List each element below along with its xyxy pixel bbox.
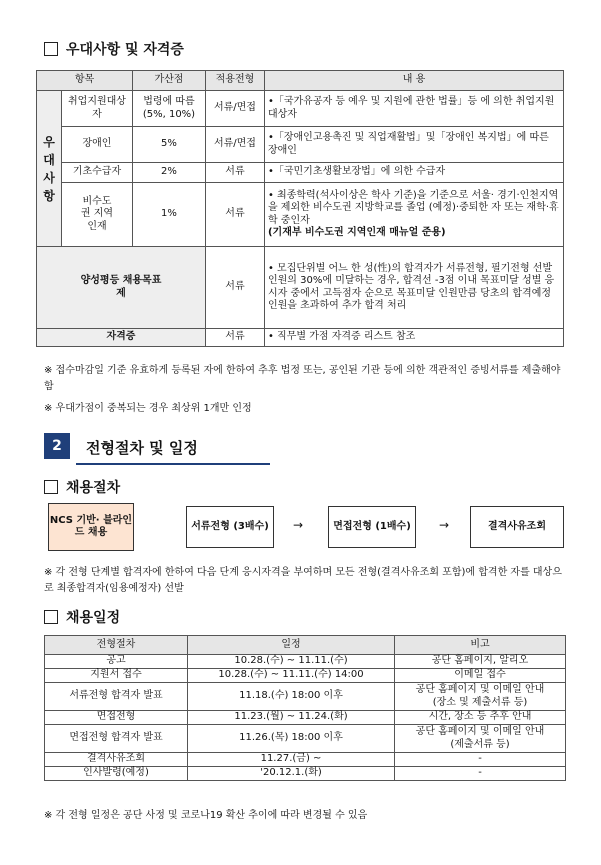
row-stage: 서류 bbox=[205, 247, 264, 329]
row-content: •「장애인고용촉진 및 직업재활법」및「장애인 복지법」에 따른 장애인 bbox=[264, 127, 563, 163]
checkbox-square-icon bbox=[44, 610, 58, 624]
header-stage: 적용전형 bbox=[205, 71, 264, 91]
row-content: • 모집단위별 어느 한 성(性)의 합격자가 서류전형, 필기전형 선발인원의 30%에 미달하는 경우, 합격선 -3점 이내 목표미달 성별 응시자 중에서 고득점자 순으로 목표미달 인원만큼 당초의 합격예정인원을 초과하여 추가 합격 처리 bbox=[264, 247, 563, 329]
preferences-notes bbox=[44, 363, 564, 417]
header-content: 내 용 bbox=[264, 71, 563, 91]
flow-step-ncs-blind: NCS 기반· 블라인드 채용 bbox=[48, 503, 134, 551]
schedule-note: 공단 홈페이지 및 이메일 안내 (장소 및 제출서류 등) bbox=[395, 683, 566, 711]
subsection-heading-process bbox=[44, 477, 120, 497]
schedule-stage: 결격사유조회 bbox=[45, 753, 188, 767]
schedule-stage: 인사발령(예정) bbox=[45, 767, 188, 781]
schedule-date: 11.23.(월) ~ 11.24.(화) bbox=[188, 711, 395, 725]
schedule-date: 11.18.(수) 18:00 이후 bbox=[188, 683, 395, 711]
row-content: •「국민기초생활보장법」에 의한 수급자 bbox=[264, 163, 563, 183]
section-number-badge: 2 bbox=[44, 433, 70, 459]
schedule-stage: 면접전형 bbox=[45, 711, 188, 725]
schedule-note: - bbox=[395, 767, 566, 781]
schedule-date: '20.12.1.(화) bbox=[188, 767, 395, 781]
flow-note: ※ 각 전형 단계별 합격자에 한하여 다음 단계 응시자격을 부여하며 모든 전형(결격사유조회 포함)에 합격한 자를 대상으로 최종합격자(임용예정자) 선발 bbox=[44, 567, 562, 594]
schedule-note: 공단 홈페이지 및 이메일 안내 (제출서류 등) bbox=[395, 725, 566, 753]
schedule-stage: 공고 bbox=[45, 655, 188, 669]
schedule-note: 공단 홈페이지, 알리오 bbox=[395, 655, 566, 669]
arrow-right-icon: → bbox=[439, 518, 450, 532]
row-item: 양성평등 채용목표제 bbox=[37, 247, 206, 329]
schedule-note: 이메일 접수 bbox=[395, 669, 566, 683]
row-item: 장애인 bbox=[62, 127, 133, 163]
row-points: 2% bbox=[132, 163, 205, 183]
header-stage: 전형절차 bbox=[45, 636, 188, 655]
section-underline bbox=[76, 463, 270, 465]
checkbox-square-icon bbox=[44, 42, 58, 56]
row-stage: 서류 bbox=[205, 163, 264, 183]
preferences-table bbox=[36, 70, 564, 347]
header-note: 비고 bbox=[395, 636, 566, 655]
row-item: 기초수급자 bbox=[62, 163, 133, 183]
subsection-title: 채용일정 bbox=[66, 610, 121, 626]
header-date: 일정 bbox=[188, 636, 395, 655]
schedule-note-text: ※ 각 전형 일정은 공단 사정 및 코로나19 확산 추이에 따라 변경될 수 있음 bbox=[44, 810, 368, 821]
row-points: 5% bbox=[132, 127, 205, 163]
row-content: • 최종학력(석사이상은 학사 기준)을 기준으로 서울· 경기·인천지역을 제외한 비수도권 지방학교를 졸업 (예정)·중퇴한 자 또는 재학·휴학 중인자 (기재부 비수도권 지역인재 매뉴얼 준용) bbox=[264, 183, 563, 247]
schedule-stage: 지원서 접수 bbox=[45, 669, 188, 683]
arrow-right-icon: → bbox=[293, 518, 304, 532]
schedule-table bbox=[44, 635, 566, 781]
schedule-note: - bbox=[395, 753, 566, 767]
group-label: 우 대 사 항 bbox=[37, 91, 62, 247]
row-item: 비수도권 지역인재 bbox=[62, 183, 133, 247]
row-content: •「국가유공자 등 예우 및 지원에 관한 법률」등 에 의한 취업지원대상자 bbox=[264, 91, 563, 127]
row-points: 1% bbox=[132, 183, 205, 247]
subsection-heading-schedule bbox=[44, 607, 120, 627]
flow-step-background-check: 결격사유조회 bbox=[470, 506, 564, 548]
section-heading-preferences bbox=[44, 39, 184, 59]
row-stage: 서류/면접 bbox=[205, 127, 264, 163]
checkbox-square-icon bbox=[44, 480, 58, 494]
row-stage: 서류/면접 bbox=[205, 91, 264, 127]
schedule-date: 11.26.(목) 18:00 이후 bbox=[188, 725, 395, 753]
subsection-title: 채용절차 bbox=[66, 480, 121, 496]
header-points: 가산점 bbox=[132, 71, 205, 91]
note-line: ※ 접수마감일 기준 유효하게 등록된 자에 한하여 추후 법정 또는, 공인된 기관 등에 의한 객관적인 증빙서류를 제출해야함 bbox=[44, 365, 561, 392]
row-item: 자격증 bbox=[37, 329, 206, 347]
section-title: 우대사항 및 자격증 bbox=[66, 42, 184, 58]
schedule-date: 10.28.(수) ~ 11.11.(수) 14:00 bbox=[188, 669, 395, 683]
flow-step-interview: 면접전형 (1배수) bbox=[328, 506, 416, 548]
schedule-stage: 면접전형 합격자 발표 bbox=[45, 725, 188, 753]
row-content-bold: (기재부 비수도권 지역인재 매뉴얼 준용) bbox=[267, 227, 446, 238]
flow-step-document: 서류전형 (3배수) bbox=[186, 506, 274, 548]
row-points: 법령에 따름 (5%, 10%) bbox=[132, 91, 205, 127]
header-item: 항목 bbox=[37, 71, 133, 91]
schedule-date: 11.27.(금) ~ bbox=[188, 753, 395, 767]
row-stage: 서류 bbox=[205, 183, 264, 247]
note-line: ※ 우대가점이 중복되는 경우 최상위 1개만 인정 bbox=[44, 403, 252, 414]
schedule-date: 10.28.(수) ~ 11.11.(수) bbox=[188, 655, 395, 669]
section-title: 전형절차 및 일정 bbox=[86, 439, 198, 457]
schedule-note: 시간, 장소 등 추후 안내 bbox=[395, 711, 566, 725]
schedule-stage: 서류전형 합격자 발표 bbox=[45, 683, 188, 711]
row-content: • 직무별 가점 자격증 리스트 참조 bbox=[264, 329, 563, 347]
row-item: 취업지원대상자 bbox=[62, 91, 133, 127]
row-stage: 서류 bbox=[205, 329, 264, 347]
